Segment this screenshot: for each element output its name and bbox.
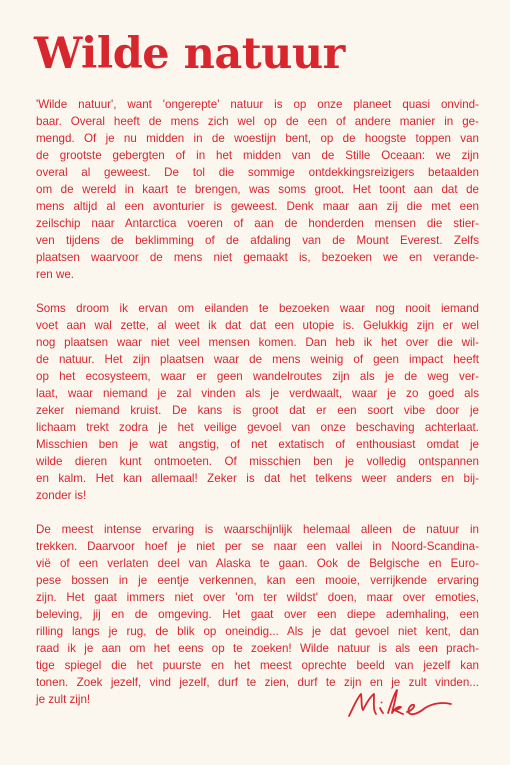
text-line: raad ik je aan om het eens op te zoeken! Wilde natuur is als een prach- (36, 642, 479, 655)
text-line: tonen. Zoek jezelf, vind jezelf, durf te zien, durf te zijn en je zult vinden... (36, 676, 479, 689)
text-line: wilde dieren kunt ontmoeten. Of misschien ben je volledig ontspannen (36, 455, 479, 468)
paragraph (36, 521, 479, 708)
paragraph (36, 96, 479, 283)
text-line: zeker niemand kruist. De kans is groot dat er een soort vibe door je (36, 404, 479, 417)
text-line: lichaam trekt zodra je het veilige gevoel van onze beschaving achterlaat. (36, 421, 479, 434)
text-line: zonder is! (36, 489, 87, 502)
text-line: De meest intense ervaring is waarschijnlijk helemaal alleen de natuur in (36, 523, 479, 536)
text-line: de natuur. Het zijn plaatsen waar de mens weinig of geen impact heeft (36, 353, 479, 366)
page-title: Wilde natuur (34, 29, 345, 79)
text-line: beleving, jij en de omgeving. Het gaat over een diepe ademhaling, een (36, 608, 479, 621)
text-line: vië of een verlaten deel van Alaska te gaan. Ook de Belgische en Euro- (36, 557, 479, 570)
signature (345, 686, 455, 722)
paragraph (36, 300, 479, 504)
text-line: om de wereld in kaart te brengen, was soms groot. Het toont aan dat de (36, 183, 479, 196)
text-line: de grootste gebergten of in het midden van de Stille Oceaan: we zijn (36, 149, 479, 162)
text-line: op het ecosysteem, waar er geen wandelroutes zijn als je de weg ver- (36, 370, 479, 383)
text-line: voet aan wal zette, al weet ik dat dat een utopie is. Gelukkig zijn er wel (36, 319, 479, 332)
article-body (36, 96, 479, 725)
text-line: Soms droom ik ervan om eilanden te bezoeken waar nog nooit iemand (36, 302, 479, 315)
text-line: mengd. Of je nu midden in de woestijn bent, op de hoogste toppen van (36, 132, 479, 145)
text-line: Misschien ben je wat angstig, of net extatisch of enthousiast omdat je (36, 438, 479, 451)
text-line: 'Wilde natuur', want 'ongerepte' natuur is op onze planeet quasi onvind- (36, 98, 479, 111)
text-line: pese bossen in je eentje verkennen, kan een mooie, verrijkende ervaring (36, 574, 479, 587)
text-line: je zult zijn! (36, 693, 91, 706)
text-line: zeilschip naar Antarctica voeren of aan de honderden mensen die stier- (36, 217, 479, 230)
text-line: nog plaatsen waar niet veel mensen komen. Dan heb ik het over die wil- (36, 336, 479, 349)
text-line: overal al geweest. De tol die sommige ontdekkingsreizigers betaalden (36, 166, 479, 179)
text-line: ren we. (36, 268, 75, 281)
text-line: plaatsen waarvoor de mens niet gemaakt is, bezoeken we en verande- (36, 251, 479, 264)
text-line: rilling langs je rug, de blik op oneindig... Als je dat gevoel niet kent, dan (36, 625, 479, 638)
text-line: en kalm. Het kan allemaal! Zeker is dat het telkens weer anders en bij- (36, 472, 479, 485)
text-line: ven tijdens de beklimming of de afdaling van de Mount Everest. Zelfs (36, 234, 479, 247)
text-line: laat, waar niemand je zal vinden als je verdwaalt, waar je zo goed als (36, 387, 479, 400)
text-line: baar. Overal heeft de mens zich wel op de een of andere manier in ge- (36, 115, 479, 128)
text-line: tige spiegel die het puurste en het meest oprechte beeld van jezelf kan (36, 659, 479, 672)
text-line: zijn. Het gaat immers niet over 'om ter wildst' doen, maar over emoties, (36, 591, 479, 604)
text-line: mens altijd al een avonturier is geweest. Denk maar aan zij die met een (36, 200, 479, 213)
text-line: trekken. Daarvoor hoef je niet per se naar een vallei in Noord-Scandina- (36, 540, 479, 553)
